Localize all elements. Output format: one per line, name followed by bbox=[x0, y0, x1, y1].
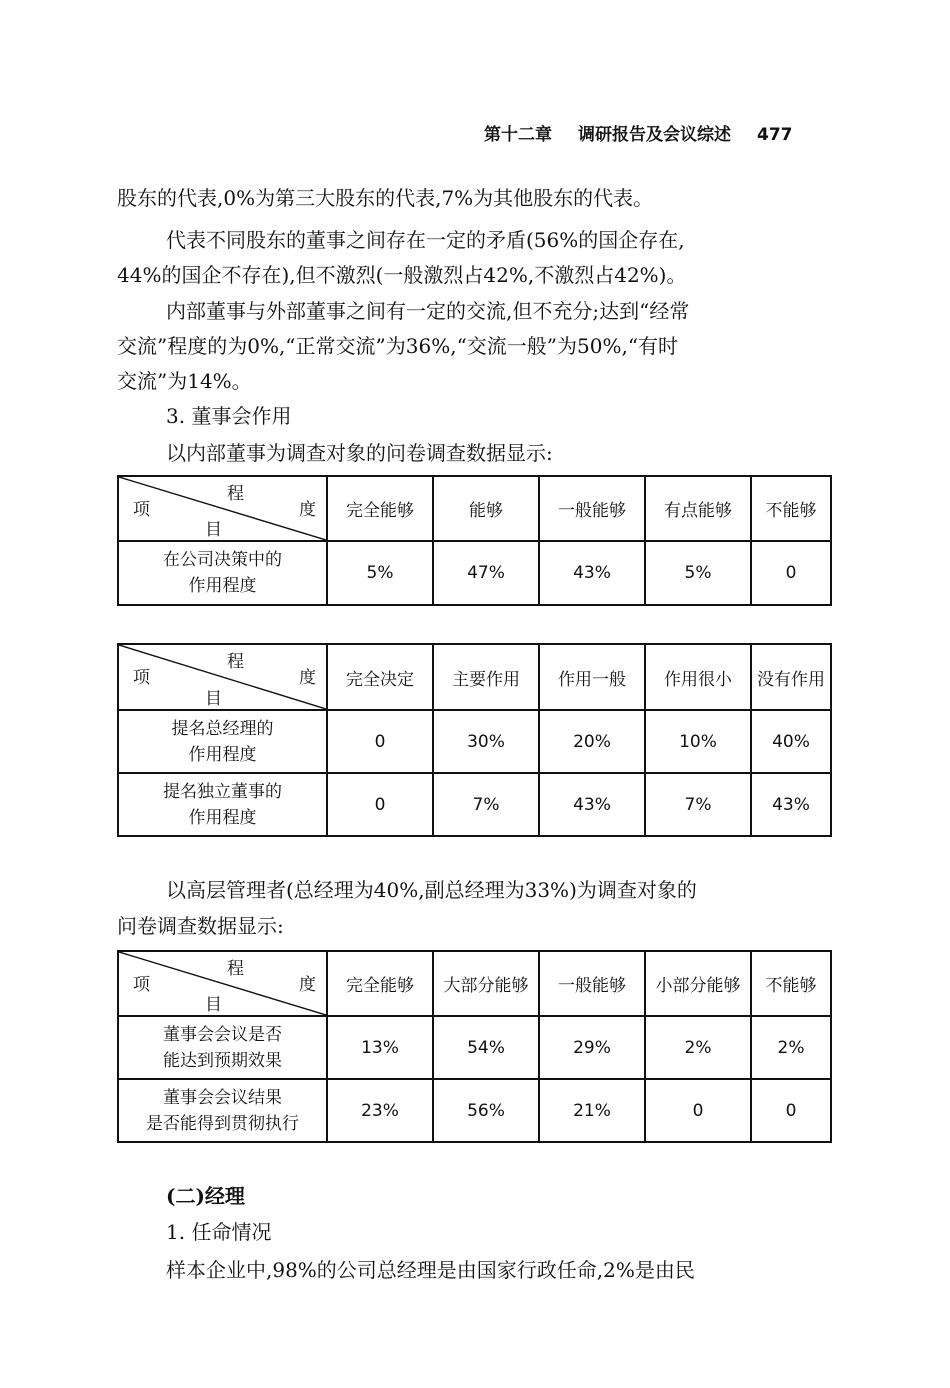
table-cell: 23% bbox=[327, 1079, 433, 1142]
diag-label-mu: 目 bbox=[205, 995, 222, 1015]
paragraph-line: 44%的国企不存在),但不激烈(一般激烈占42%,不激烈占42%)。 bbox=[117, 263, 687, 287]
diagonal-header-cell bbox=[118, 476, 327, 541]
column-header: 不能够 bbox=[751, 951, 831, 1016]
table-cell: 10% bbox=[645, 710, 751, 773]
table-cell: 30% bbox=[433, 710, 539, 773]
row-label: 提名总经理的 作用程度 bbox=[118, 710, 327, 773]
column-header: 完全能够 bbox=[327, 476, 433, 541]
column-header: 完全决定 bbox=[327, 644, 433, 710]
survey-table-3 bbox=[117, 950, 832, 1143]
table-cell: 43% bbox=[539, 541, 645, 605]
table-cell: 54% bbox=[433, 1016, 539, 1079]
table-cell: 0 bbox=[645, 1079, 751, 1142]
column-header: 有点能够 bbox=[645, 476, 751, 541]
paragraph-line: 股东的代表,0%为第三大股东的代表,7%为其他股东的代表。 bbox=[117, 186, 654, 210]
diag-label-cheng: 程 bbox=[227, 652, 244, 672]
paragraph-line: 以内部董事为调查对象的问卷调查数据显示: bbox=[166, 441, 553, 465]
table-cell: 13% bbox=[327, 1016, 433, 1079]
paragraph-line: 内部董事与外部董事之间有一定的交流,但不充分;达到“经常 bbox=[166, 299, 690, 323]
subsection-heading: 1. 任命情况 bbox=[166, 1220, 272, 1244]
page-number: 477 bbox=[757, 125, 793, 145]
column-header: 不能够 bbox=[751, 476, 831, 541]
diag-label-mu: 目 bbox=[205, 520, 222, 540]
column-header: 没有作用 bbox=[751, 644, 831, 710]
column-header: 小部分能够 bbox=[645, 951, 751, 1016]
row-label: 董事会会议结果 是否能得到贯彻执行 bbox=[118, 1079, 327, 1142]
column-header: 能够 bbox=[433, 476, 539, 541]
diag-label-mu: 目 bbox=[205, 689, 222, 709]
section-heading: (二)经理 bbox=[166, 1184, 245, 1208]
table-cell: 7% bbox=[645, 773, 751, 836]
subsection-heading: 3. 董事会作用 bbox=[166, 404, 292, 428]
table-cell: 40% bbox=[751, 710, 831, 773]
table-row bbox=[118, 1016, 831, 1079]
diag-label-cheng: 程 bbox=[227, 959, 244, 979]
column-header: 一般能够 bbox=[539, 476, 645, 541]
table-cell: 5% bbox=[645, 541, 751, 605]
paragraph-line: 交流”为14%。 bbox=[117, 369, 252, 393]
diag-label-cheng: 程 bbox=[227, 484, 244, 504]
row-label: 董事会会议是否 能达到预期效果 bbox=[118, 1016, 327, 1079]
diag-label-xiang: 项 bbox=[133, 975, 150, 995]
column-header: 完全能够 bbox=[327, 951, 433, 1016]
column-header: 主要作用 bbox=[433, 644, 539, 710]
table-cell: 20% bbox=[539, 710, 645, 773]
diag-label-du: 度 bbox=[299, 500, 316, 520]
table-cell: 2% bbox=[645, 1016, 751, 1079]
paragraph-line: 代表不同股东的董事之间存在一定的矛盾(56%的国企存在, bbox=[166, 228, 685, 252]
survey-table-2 bbox=[117, 643, 832, 837]
survey-table-1 bbox=[117, 475, 832, 606]
diag-label-xiang: 项 bbox=[133, 500, 150, 520]
table-cell: 21% bbox=[539, 1079, 645, 1142]
table-row bbox=[118, 773, 831, 836]
row-label: 在公司决策中的 作用程度 bbox=[118, 541, 327, 605]
table-cell: 43% bbox=[751, 773, 831, 836]
diagonal-header-cell bbox=[118, 951, 327, 1016]
table-cell: 47% bbox=[433, 541, 539, 605]
table-cell: 7% bbox=[433, 773, 539, 836]
paragraph-line: 问卷调查数据显示: bbox=[117, 914, 284, 938]
paragraph-line: 交流”程度的为0%,“正常交流”为36%,“交流一般”为50%,“有时 bbox=[117, 334, 679, 358]
table-cell: 0 bbox=[751, 1079, 831, 1142]
column-header: 大部分能够 bbox=[433, 951, 539, 1016]
section-title: 调研报告及会议综述 bbox=[578, 125, 731, 145]
column-header: 作用很小 bbox=[645, 644, 751, 710]
diag-label-du: 度 bbox=[299, 975, 316, 995]
table-cell: 0 bbox=[751, 541, 831, 605]
diagonal-header-cell bbox=[118, 644, 327, 710]
chapter-label: 第十二章 bbox=[484, 125, 552, 145]
row-label: 提名独立董事的 作用程度 bbox=[118, 773, 327, 836]
diag-label-xiang: 项 bbox=[133, 668, 150, 688]
table-cell: 5% bbox=[327, 541, 433, 605]
table-cell: 2% bbox=[751, 1016, 831, 1079]
table-cell: 56% bbox=[433, 1079, 539, 1142]
table-cell: 0 bbox=[327, 773, 433, 836]
paragraph-line: 样本企业中,98%的公司总经理是由国家行政任命,2%是由民 bbox=[166, 1258, 695, 1282]
table-row bbox=[118, 541, 831, 605]
table-row bbox=[118, 1079, 831, 1142]
running-header bbox=[484, 120, 793, 145]
table-cell: 0 bbox=[327, 710, 433, 773]
diag-label-du: 度 bbox=[299, 668, 316, 688]
table-cell: 43% bbox=[539, 773, 645, 836]
column-header: 一般能够 bbox=[539, 951, 645, 1016]
table-cell: 29% bbox=[539, 1016, 645, 1079]
column-header: 作用一般 bbox=[539, 644, 645, 710]
table-row bbox=[118, 710, 831, 773]
paragraph-line: 以高层管理者(总经理为40%,副总经理为33%)为调查对象的 bbox=[166, 878, 697, 902]
